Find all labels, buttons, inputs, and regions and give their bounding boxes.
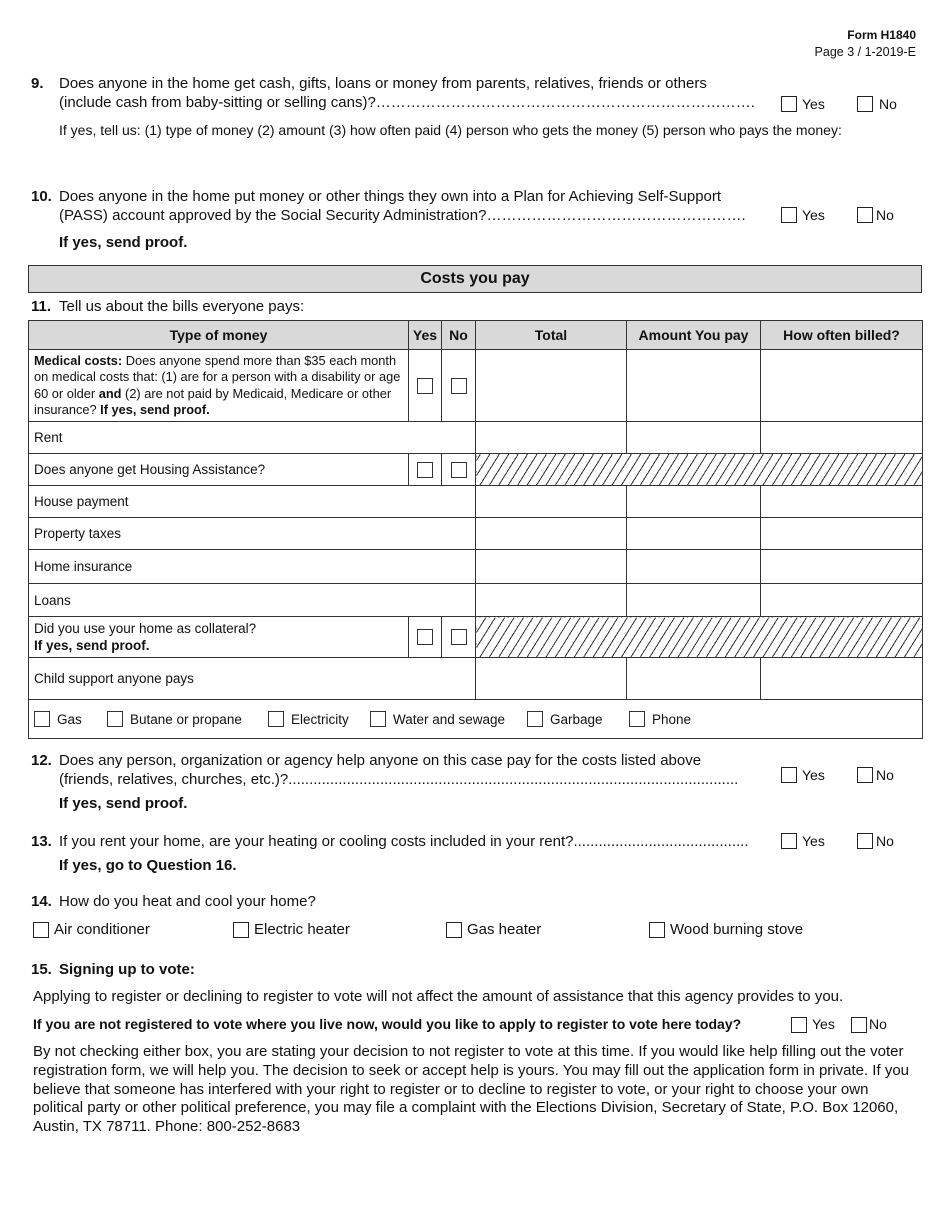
- utility-phone[interactable]: [629, 711, 729, 727]
- utility-garbage[interactable]: [527, 711, 629, 727]
- rent-billed-field[interactable]: [761, 422, 923, 454]
- col-amount-you-pay: Amount You pay: [627, 321, 761, 350]
- section-title-costs: Costs you pay: [28, 265, 922, 293]
- utility-phone-label: Phone: [652, 711, 692, 727]
- home-insurance-billed-field[interactable]: [761, 550, 923, 584]
- rent-amount-field[interactable]: [627, 422, 761, 454]
- q12-yes-checkbox[interactable]: [781, 767, 797, 783]
- q13-note: If yes, go to Question 16.: [59, 857, 237, 874]
- q9-yes-label: Yes: [802, 96, 825, 112]
- q9-yes-checkbox[interactable]: [781, 96, 797, 112]
- q11-number: 11.: [31, 298, 52, 315]
- housing-yes-checkbox[interactable]: [417, 462, 433, 478]
- medical-costs-and: and: [98, 385, 122, 401]
- heat-wood-checkbox[interactable]: [649, 922, 665, 938]
- col-yes: Yes: [409, 321, 442, 350]
- q14-number: 14.: [31, 893, 52, 910]
- q9-no-checkbox[interactable]: [857, 96, 873, 112]
- loans-label: Loans: [29, 584, 476, 617]
- page-number: Page 3 / 1-2019-E: [814, 45, 916, 59]
- home-insurance-label: Home insurance: [29, 550, 476, 584]
- heat-ac-label: Air conditioner: [54, 921, 150, 938]
- property-taxes-amount-field[interactable]: [627, 518, 761, 550]
- medical-costs-text1: Does anyone spend more than $35 each month on medical costs that: (1) are for a person with a disability or age 60 or older: [34, 352, 401, 401]
- property-taxes-total-field[interactable]: [476, 518, 627, 550]
- medical-costs-text2: (2) are not paid by Medicaid, Medicare or other insurance?: [34, 385, 392, 417]
- q9-no-label: No: [879, 96, 897, 112]
- vote-yes-checkbox[interactable]: [791, 1017, 807, 1033]
- utility-phone-checkbox[interactable]: [629, 711, 645, 727]
- q10-line2: (PASS) account approved by the Social Security Administration?…………………………………………….: [59, 207, 746, 224]
- medical-costs-label: [29, 350, 409, 422]
- costs-table: [28, 320, 923, 739]
- q10-no-checkbox[interactable]: [857, 207, 873, 223]
- child-support-label: Child support anyone pays: [29, 658, 476, 700]
- q12-no-label: No: [876, 767, 894, 783]
- q13-no-checkbox[interactable]: [857, 833, 873, 849]
- q14-text: How do you heat and cool your home?: [59, 893, 316, 910]
- utility-butane[interactable]: [107, 711, 268, 727]
- col-no: No: [442, 321, 476, 350]
- utility-electricity-label: Electricity: [291, 711, 349, 727]
- col-how-often-billed: How often billed?: [761, 321, 923, 350]
- row-home-insurance: [29, 550, 923, 584]
- row-rent: [29, 422, 923, 454]
- q10-no-label: No: [876, 207, 894, 223]
- row-utilities: [29, 700, 923, 739]
- q12-yes-label: Yes: [802, 767, 825, 783]
- q11-text: Tell us about the bills everyone pays:: [59, 298, 305, 315]
- medical-yes-checkbox[interactable]: [417, 378, 433, 394]
- q15-paragraph-2: By not checking either box, you are stating your decision to not register to vote at this time. If you would like help filling out the voter registration form, we will help you. The decision to seek or accept help is yours. You may fill out the application form in private. If you believe that someone has interfered with your right to register or to decline to register to vote, or your right to choose your own political party or other political preference, you may file a complaint with the Elections Division, Secretary of State, P.O. Box 12060, Austin, TX 78711. Phone: 800-252-8683: [33, 1043, 909, 1136]
- medical-amount-field[interactable]: [627, 350, 761, 422]
- row-property-taxes: [29, 518, 923, 550]
- house-payment-label: House payment: [29, 486, 476, 518]
- utility-garbage-checkbox[interactable]: [527, 711, 543, 727]
- q13-yes-label: Yes: [802, 833, 825, 849]
- collateral-proof: If yes, send proof.: [34, 638, 150, 653]
- utility-electricity[interactable]: [268, 711, 370, 727]
- q10-note: If yes, send proof.: [59, 234, 188, 251]
- row-housing-assistance: [29, 454, 923, 486]
- row-loans: [29, 584, 923, 617]
- q15-paragraph-1: Applying to register or declining to register to vote will not affect the amount of assistance that this agency provides to you.: [33, 988, 844, 1005]
- home-insurance-amount-field[interactable]: [627, 550, 761, 584]
- q10-number: 10.: [31, 188, 52, 205]
- collateral-no-checkbox[interactable]: [451, 629, 467, 645]
- heat-wood-label: Wood burning stove: [670, 921, 804, 938]
- heat-gas-checkbox[interactable]: [446, 922, 462, 938]
- heat-electric-label: Electric heater: [254, 921, 350, 938]
- heat-gas-label: Gas heater: [467, 921, 542, 938]
- row-house-payment: [29, 486, 923, 518]
- utility-garbage-label: Garbage: [550, 711, 603, 727]
- row-medical-costs: [29, 350, 923, 422]
- utility-water-checkbox[interactable]: [370, 711, 386, 727]
- utility-gas[interactable]: [34, 711, 107, 727]
- child-support-total-field[interactable]: [476, 658, 627, 700]
- col-type-of-money: Type of money: [29, 321, 409, 350]
- heat-ac-checkbox[interactable]: [33, 922, 49, 938]
- home-insurance-total-field[interactable]: [476, 550, 627, 584]
- utility-electricity-checkbox[interactable]: [268, 711, 284, 727]
- q12-no-checkbox[interactable]: [857, 767, 873, 783]
- medical-no-checkbox[interactable]: [451, 378, 467, 394]
- q9-followup: If yes, tell us: (1) type of money (2) amount (3) how often paid (4) person who gets the money (5) person who pays the money:: [59, 122, 842, 138]
- q12-line1: Does any person, organization or agency help anyone on this case pay for the costs listed above: [59, 752, 702, 769]
- utility-water[interactable]: [370, 711, 527, 727]
- q10-line1: Does anyone in the home put money or other things they own into a Plan for Achieving Self-Support: [59, 188, 722, 205]
- q15-question: If you are not registered to vote where you live now, would you like to apply to register to vote here today?: [33, 1016, 742, 1032]
- collateral-label: [29, 617, 409, 658]
- medical-costs-proof: If yes, send proof.: [100, 402, 210, 417]
- q15-title: Signing up to vote:: [59, 961, 195, 978]
- property-taxes-label: Property taxes: [29, 518, 476, 550]
- q10-yes-label: Yes: [802, 207, 825, 223]
- loans-total-field[interactable]: [476, 584, 627, 617]
- loans-amount-field[interactable]: [627, 584, 761, 617]
- q13-yes-checkbox[interactable]: [781, 833, 797, 849]
- rent-label: Rent: [29, 422, 476, 454]
- q12-line2: (friends, relatives, churches, etc.)?............................................................................................................: [59, 771, 739, 788]
- q10-yes-checkbox[interactable]: [781, 207, 797, 223]
- house-payment-total-field[interactable]: [476, 486, 627, 518]
- housing-hatched-area: [476, 454, 923, 486]
- col-total: Total: [476, 321, 627, 350]
- house-payment-billed-field[interactable]: [761, 486, 923, 518]
- table-header-row: [29, 321, 923, 350]
- q12-number: 12.: [31, 752, 52, 769]
- vote-yes-label: Yes: [812, 1016, 835, 1032]
- utility-butane-checkbox[interactable]: [107, 711, 123, 727]
- housing-no-checkbox[interactable]: [451, 462, 467, 478]
- loans-billed-field[interactable]: [761, 584, 923, 617]
- q13-no-label: No: [876, 833, 894, 849]
- collateral-hatched-area: [476, 617, 923, 658]
- q13-number: 13.: [31, 833, 52, 850]
- child-support-amount-field[interactable]: [627, 658, 761, 700]
- q9-number: 9.: [31, 75, 44, 92]
- q15-number: 15.: [31, 961, 52, 978]
- utility-gas-label: Gas: [57, 711, 82, 727]
- property-taxes-billed-field[interactable]: [761, 518, 923, 550]
- collateral-yes-checkbox[interactable]: [417, 629, 433, 645]
- collateral-question: Did you use your home as collateral?: [34, 621, 257, 636]
- vote-no-checkbox[interactable]: [851, 1017, 867, 1033]
- utility-water-label: Water and sewage: [393, 711, 506, 727]
- q12-note: If yes, send proof.: [59, 795, 188, 812]
- medical-costs-lead: Medical costs:: [34, 352, 123, 368]
- rent-total-field[interactable]: [476, 422, 627, 454]
- q13-line1: If you rent your home, are your heating or cooling costs included in your rent?..........................................: [59, 833, 749, 850]
- form-number: Form H1840: [847, 28, 916, 42]
- utility-gas-checkbox[interactable]: [34, 711, 50, 727]
- row-collateral: [29, 617, 923, 658]
- q9-line1: Does anyone in the home get cash, gifts, loans or money from parents, relatives, friends or others: [59, 75, 707, 92]
- vote-no-label: No: [869, 1016, 887, 1032]
- utility-butane-label: Butane or propane: [130, 711, 242, 727]
- child-support-billed-field[interactable]: [761, 658, 923, 700]
- house-payment-amount-field[interactable]: [627, 486, 761, 518]
- row-child-support: [29, 658, 923, 700]
- q9-line2: (include cash from baby-sitting or selling cans)?………………………………………………………………….: [59, 94, 755, 111]
- heat-electric-checkbox[interactable]: [233, 922, 249, 938]
- medical-billed-field[interactable]: [761, 350, 923, 422]
- medical-total-field[interactable]: [476, 350, 627, 422]
- housing-assistance-label: Does anyone get Housing Assistance?: [29, 454, 409, 486]
